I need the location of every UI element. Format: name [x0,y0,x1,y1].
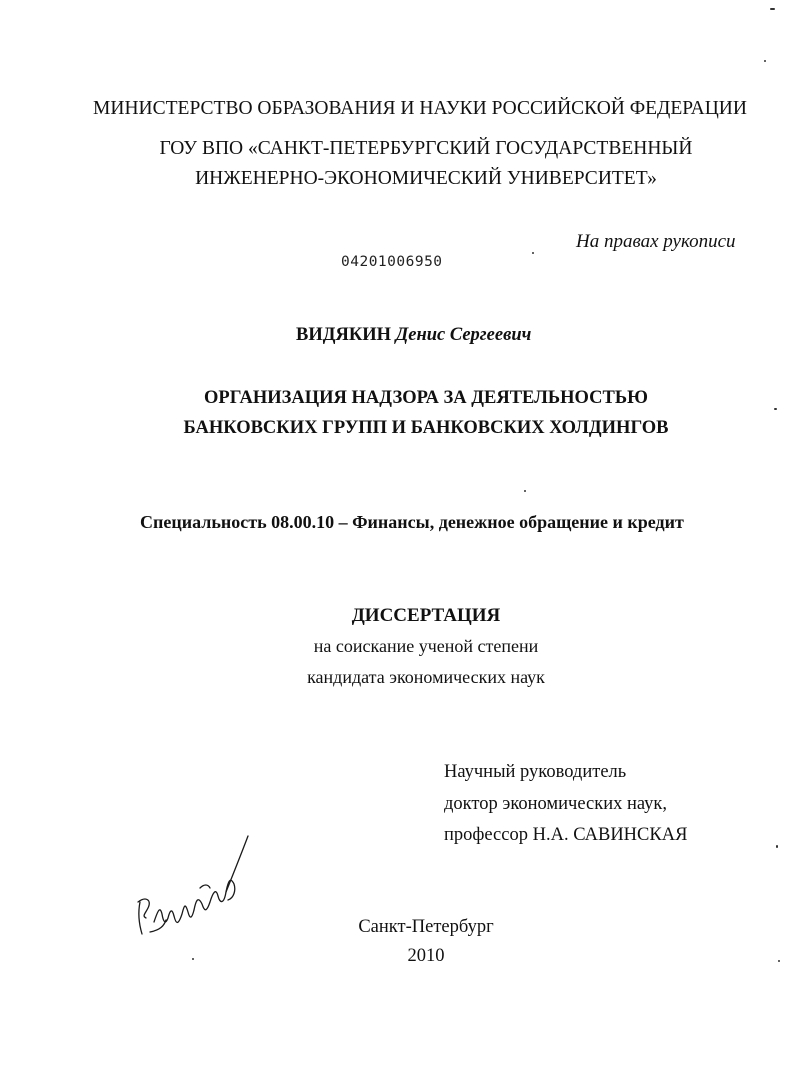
year: 2010 [407,946,445,966]
scan-speck [524,490,526,492]
scan-speck [778,960,780,962]
thesis-title-line-1: ОРГАНИЗАЦИЯ НАДЗОРА ЗА ДЕЯТЕЛЬНОСТЬЮ [204,388,648,408]
rights-note: На правах рукописи [576,231,736,252]
specialty: Специальность 08.00.10 – Финансы, денежное обращение и кредит [140,512,684,532]
author-given-names: Денис Сергеевич [395,325,532,345]
supervisor-name: профессор Н.А. САВИНСКАЯ [444,825,688,845]
institution-line-1: ГОУ ВПО «САНКТ-ПЕТЕРБУРГСКИЙ ГОСУДАРСТВЕННЫЙ [159,138,693,159]
scan-speck [776,845,778,848]
institution-line-2: ИНЖЕНЕРНО-ЭКОНОМИЧЕСКИЙ УНИВЕРСИТЕТ» [195,168,657,189]
scan-speck [532,252,534,254]
thesis-title-line-2: БАНКОВСКИХ ГРУПП И БАНКОВСКИХ ХОЛДИНГОВ [183,418,669,438]
scan-speck [774,408,777,410]
author-surname: ВИДЯКИН [296,325,392,345]
dissertation-degree-line-1: на соискание ученой степени [313,636,539,656]
dissertation-degree-line-2: кандидата экономических наук [307,667,545,687]
scan-speck [770,8,775,10]
ministry-heading: МИНИСТЕРСТВО ОБРАЗОВАНИЯ И НАУКИ РОССИЙСКОЙ ФЕДЕРАЦИИ [93,98,747,119]
scan-speck [764,60,766,62]
author-name [296,325,531,346]
scan-speck [192,958,194,960]
supervisor-degree: доктор экономических наук, [444,794,668,814]
document-code: 04201006950 [341,254,443,270]
supervisor-role: Научный руководитель [444,762,627,782]
dissertation-heading: ДИССЕРТАЦИЯ [351,605,501,626]
city: Санкт-Петербург [358,917,494,937]
